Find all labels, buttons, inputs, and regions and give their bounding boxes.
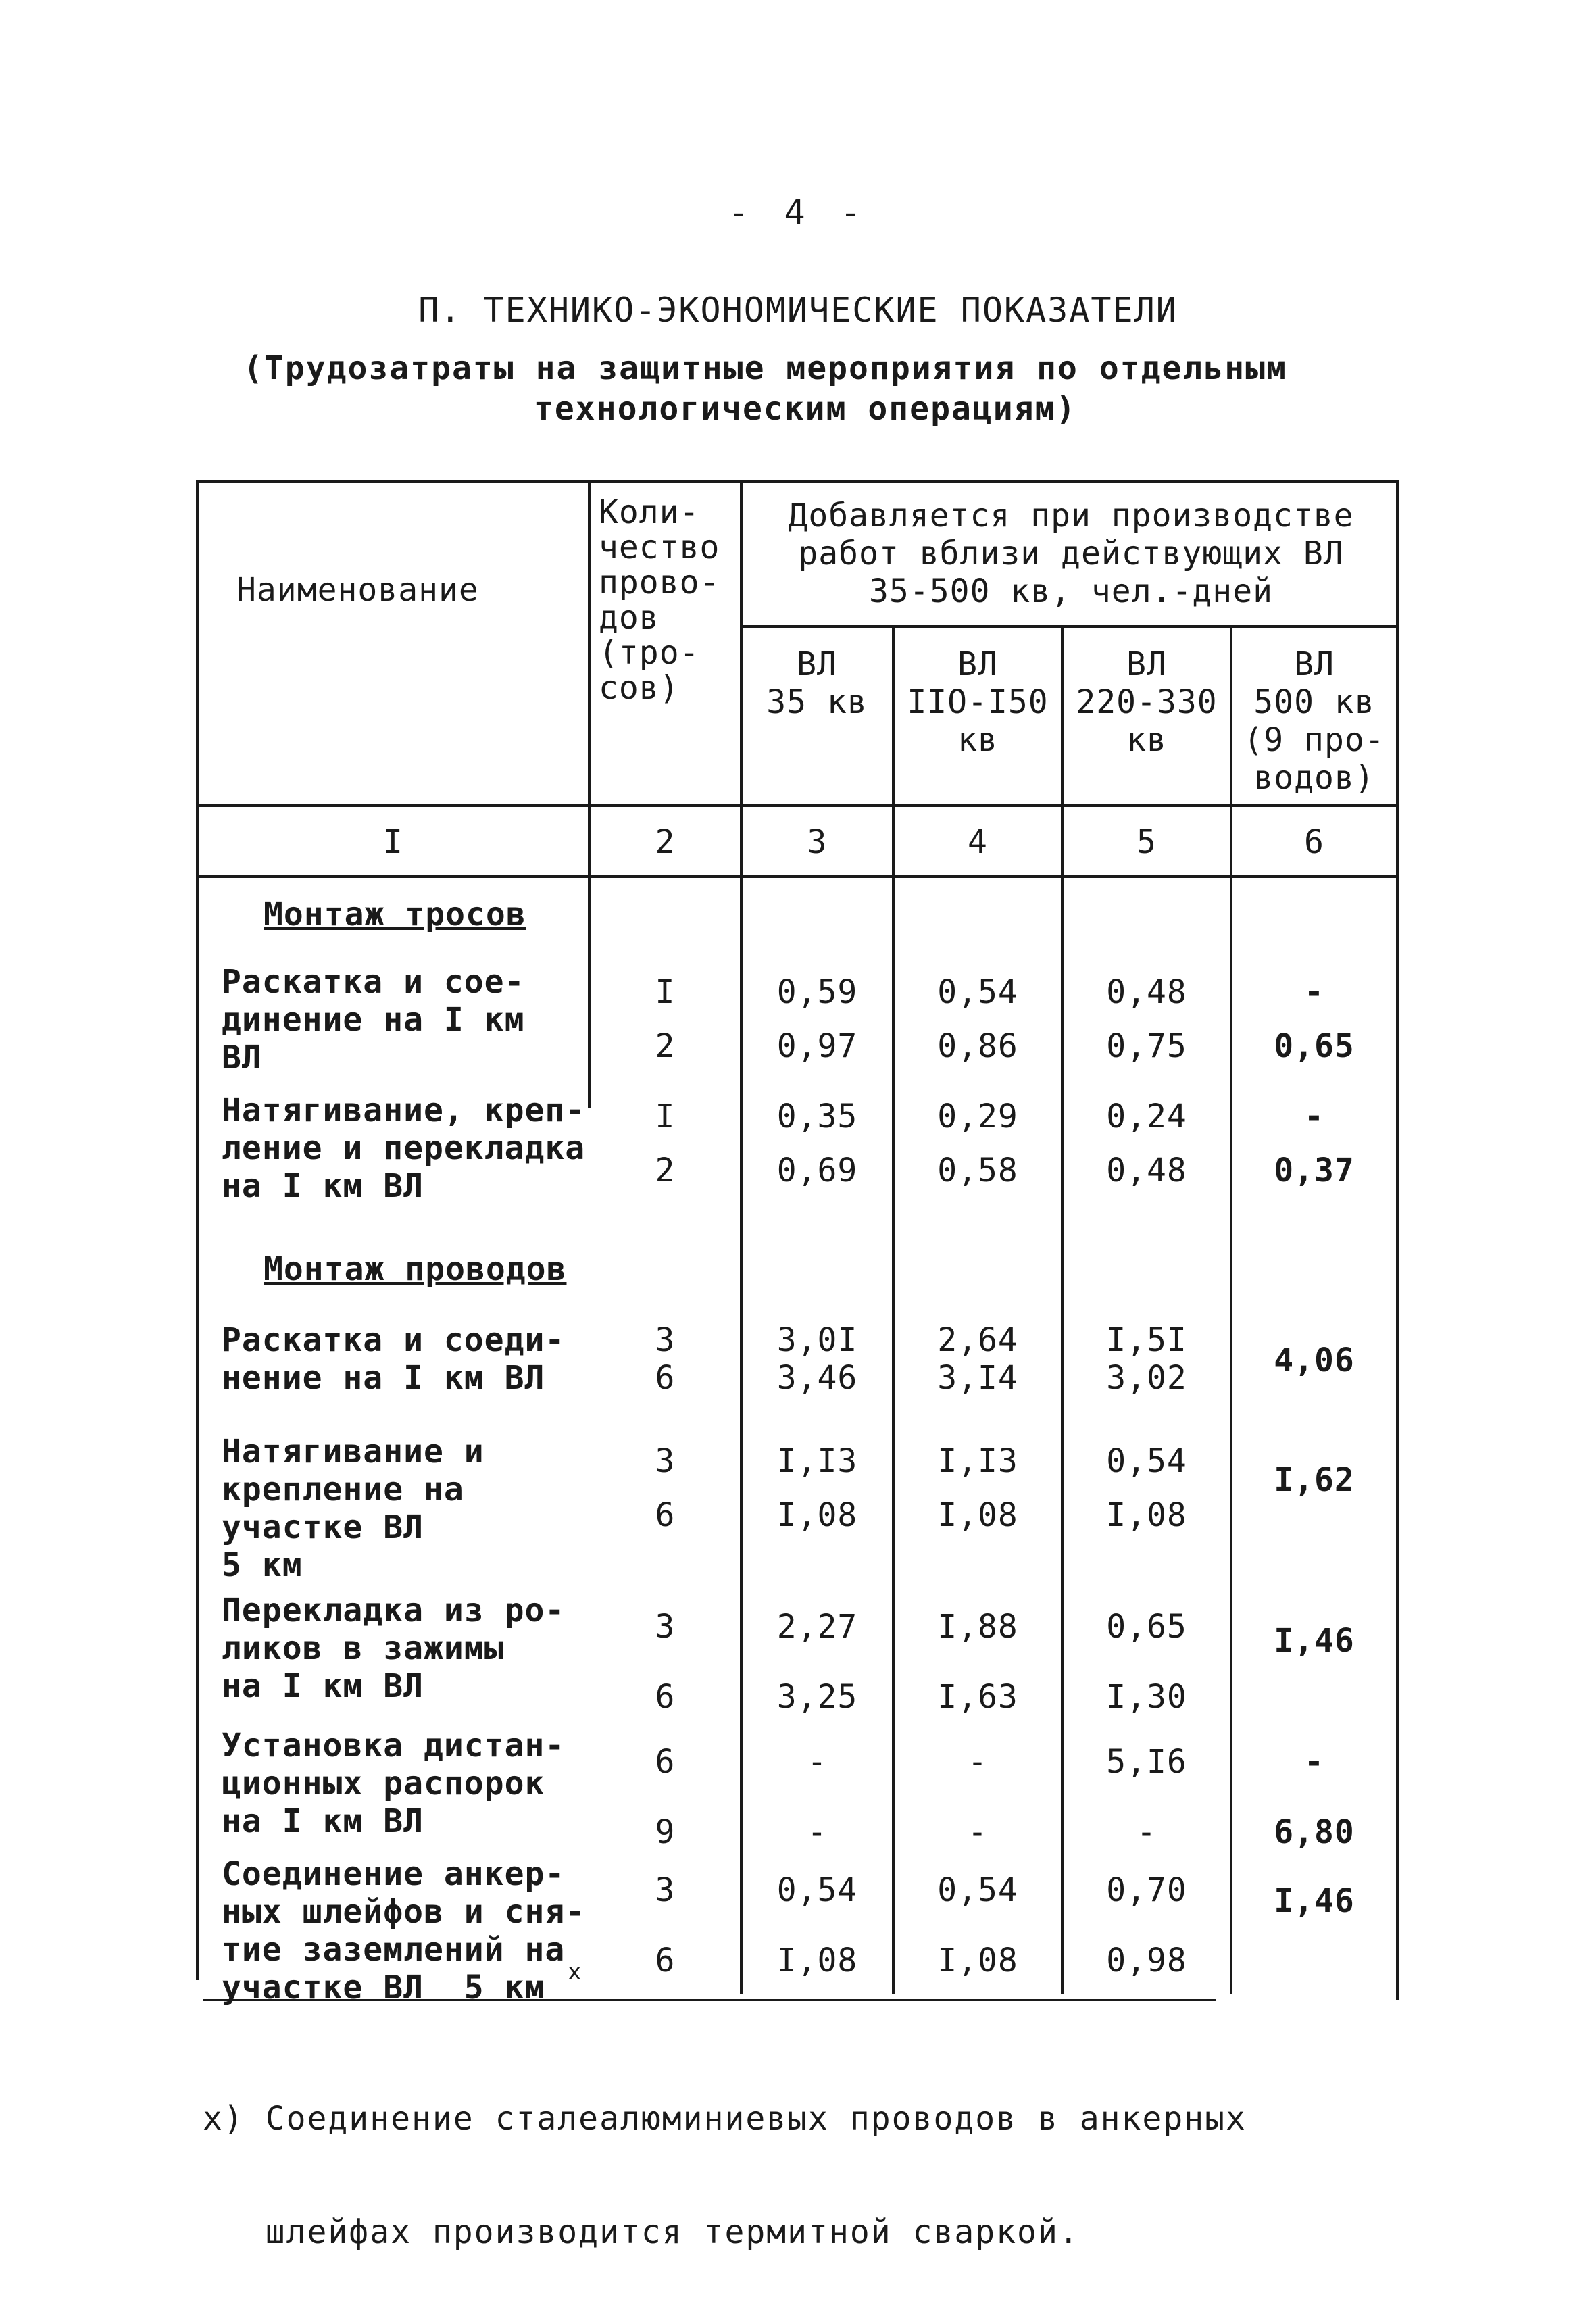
row-value-vl500: I,62 bbox=[1274, 1461, 1355, 1499]
col-number: 6 bbox=[1304, 823, 1324, 861]
row-value-vl35: 0,59 0,97 bbox=[776, 973, 858, 1065]
row-value-vl110: - - bbox=[968, 1743, 988, 1851]
row-value-vl220: 0,24 0,48 bbox=[1106, 1098, 1187, 1189]
row-value-vl110: 0,54 0,86 bbox=[937, 973, 1018, 1065]
row-counts: 3 6 bbox=[655, 1871, 676, 1979]
row-value-vl500: 4,06 bbox=[1274, 1341, 1355, 1379]
footnote-line-1: х) Соединение сталеалюминиевых проводов в анкерных bbox=[203, 2100, 1247, 2138]
section-title: Монтаж проводов bbox=[264, 1250, 567, 1288]
col-number: I bbox=[383, 823, 403, 861]
header-vl35: ВЛ 35 кв bbox=[766, 645, 868, 721]
row-value-vl35: 0,54 I,08 bbox=[776, 1871, 858, 1979]
col-number: 4 bbox=[968, 823, 988, 861]
header-group: Добавляется при производстве работ вблизи действующих ВЛ 35-500 кв, чел.-дней bbox=[788, 497, 1354, 610]
table-divider-colnums bbox=[196, 875, 1399, 878]
row-counts: 6 9 bbox=[655, 1743, 676, 1851]
row-counts: 3 6 bbox=[655, 1442, 676, 1534]
row-value-vl500: I,46 bbox=[1274, 1622, 1355, 1660]
row-name: Раскатка и соеди- нение на I км ВЛ bbox=[222, 1321, 566, 1397]
row-counts: 3 6 bbox=[655, 1321, 676, 1397]
header-count: Коли- чество прово- дов (тро- сов) bbox=[599, 493, 720, 707]
row-name: Установка дистан- ционных распорок на I км ВЛ bbox=[222, 1727, 566, 1840]
section-title: Монтаж тросов bbox=[264, 895, 526, 933]
row-value-vl110: 0,54 I,08 bbox=[937, 1871, 1018, 1979]
row-value-vl110: 0,29 0,58 bbox=[937, 1098, 1018, 1189]
header-name: Наименование bbox=[236, 571, 479, 609]
row-name: Натягивание и крепление на участке ВЛ 5 км bbox=[222, 1433, 484, 1584]
row-name: Перекладка из ро- ликов в зажимы на I км ВЛ bbox=[222, 1592, 566, 1705]
footnote-line-2: шлейфах производится термитной сваркой. bbox=[203, 2213, 1080, 2251]
row-value-vl110: 2,64 3,I4 bbox=[937, 1321, 1018, 1397]
table-divider-group bbox=[740, 625, 1399, 628]
header-vl110: ВЛ IIO-I50 кв bbox=[907, 645, 1049, 759]
table-border-left bbox=[196, 480, 199, 1980]
row-value-vl220: 5,I6 - bbox=[1106, 1743, 1187, 1851]
row-name: Натягивание, креп- ление и перекладка на I км ВЛ bbox=[222, 1091, 586, 1205]
row-value-vl220: 0,65 I,30 bbox=[1106, 1608, 1187, 1716]
row-value-vl500: - 0,37 bbox=[1274, 1098, 1355, 1189]
col-number: 3 bbox=[807, 823, 828, 861]
row-value-vl220: 0,48 0,75 bbox=[1106, 973, 1187, 1065]
subtitle-line-1: (Трудозатраты на защитные мероприятия по отдельным bbox=[243, 349, 1287, 387]
row-value-vl500: - 0,65 bbox=[1274, 973, 1355, 1065]
table-divider-header bbox=[196, 804, 1399, 807]
row-counts: 3 6 bbox=[655, 1608, 676, 1716]
header-vl220: ВЛ 220-330 кв bbox=[1076, 645, 1218, 759]
footnote-marker: x bbox=[568, 1959, 582, 1986]
row-value-vl220: 0,70 0,98 bbox=[1106, 1871, 1187, 1979]
page-number: - 4 - bbox=[728, 193, 868, 233]
row-counts: I 2 bbox=[655, 973, 676, 1065]
row-value-vl35: 2,27 3,25 bbox=[776, 1608, 858, 1716]
row-value-vl35: - - bbox=[807, 1743, 828, 1851]
col-number: 2 bbox=[655, 823, 676, 861]
row-value-vl110: I,88 I,63 bbox=[937, 1608, 1018, 1716]
row-counts: I 2 bbox=[655, 1098, 676, 1189]
section-subtitle bbox=[243, 348, 1351, 429]
row-value-vl220: 0,54 I,08 bbox=[1106, 1442, 1187, 1534]
row-value-vl500: - 6,80 bbox=[1274, 1743, 1355, 1851]
footnote bbox=[203, 2024, 1419, 2289]
col-number: 5 bbox=[1137, 823, 1157, 861]
row-name: Раскатка и сое- динение на I км ВЛ bbox=[222, 963, 525, 1077]
subtitle-line-2: технологическим операциям) bbox=[534, 390, 1077, 428]
header-vl500: ВЛ 500 кв (9 про- водов) bbox=[1243, 645, 1385, 797]
row-value-vl35: 0,35 0,69 bbox=[776, 1098, 858, 1189]
table-border-top bbox=[196, 480, 1399, 483]
section-heading: П. ТЕХНИКО-ЭКОНОМИЧЕСКИЕ ПОКАЗАТЕЛИ bbox=[418, 291, 1178, 330]
row-name: Соединение анкер- ных шлейфов и сня- тие заземлений на участке ВЛ 5 км bbox=[222, 1855, 586, 2007]
row-value-vl35: 3,0I 3,46 bbox=[776, 1321, 858, 1397]
row-value-vl220: I,5I 3,02 bbox=[1106, 1321, 1187, 1397]
row-value-vl35: I,I3 I,08 bbox=[776, 1442, 858, 1534]
indicators-table bbox=[196, 480, 1399, 2007]
row-value-vl500: I,46 bbox=[1274, 1882, 1355, 1920]
table-border-right bbox=[1396, 480, 1399, 2000]
row-value-vl110: I,I3 I,08 bbox=[937, 1442, 1018, 1534]
